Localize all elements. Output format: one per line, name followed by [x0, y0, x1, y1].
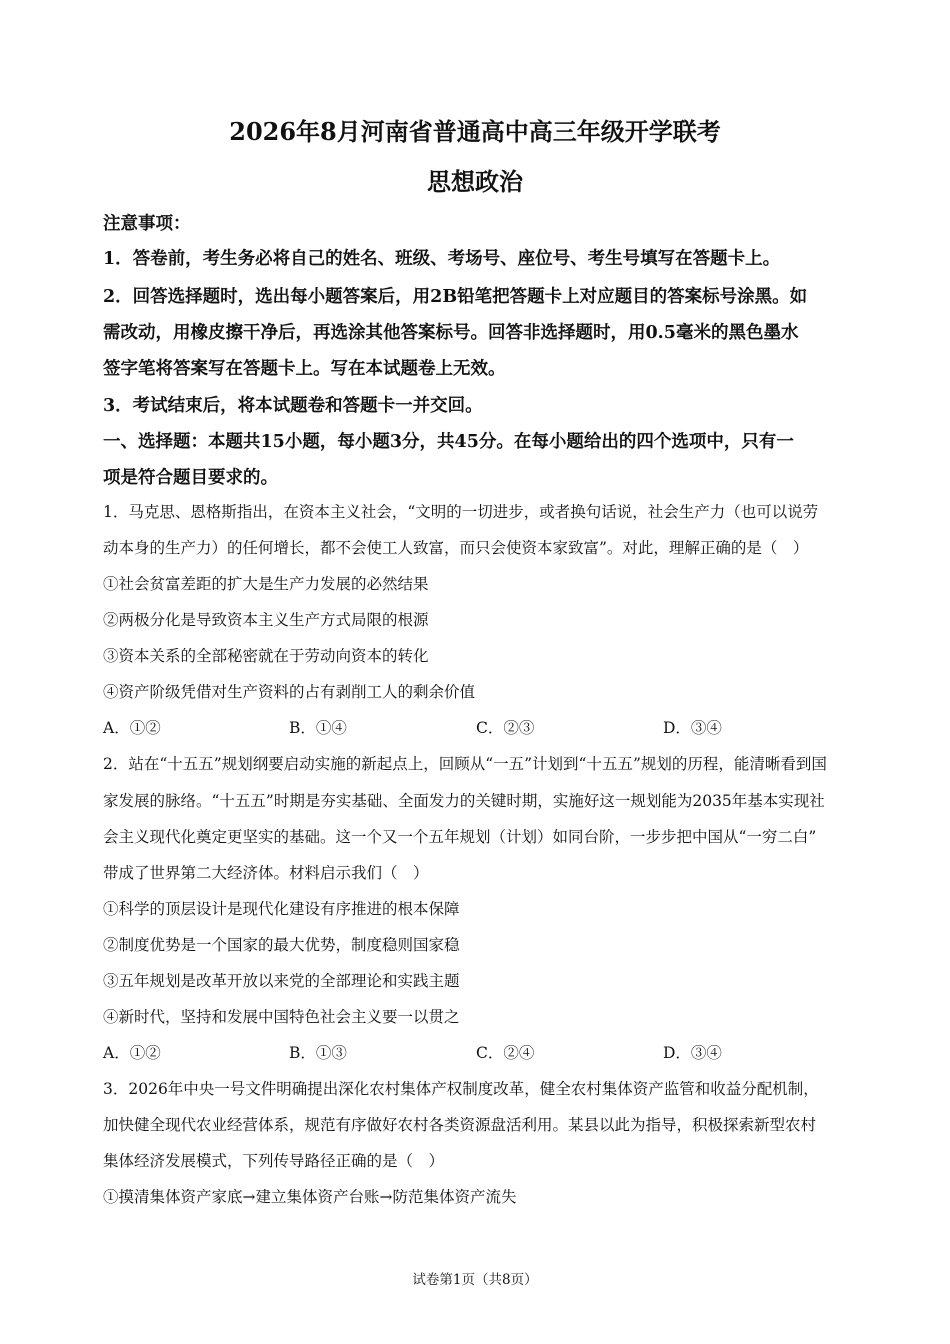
notice-line: 1．答卷前，考生务必将自己的姓名、班级、考场号、座位号、考生号填写在答题卡上。: [103, 249, 781, 269]
option-c: C．②③: [476, 719, 535, 737]
exam-title: 2026年8月河南省普通高中高三年级开学联考: [229, 117, 721, 146]
notice-heading: 注意事项：: [103, 214, 191, 234]
question-stem: 会主义现代化奠定更坚实的基础。这一个又一个五年规划（计划）如同台阶，一步步把中国从“一穷二白”: [103, 828, 817, 846]
notice-line: 需改动，用橡皮擦干净后，再选涂其他答案标号。回答非选择题时，用0.5毫米的黑色墨水: [103, 323, 799, 343]
option-a: A．①②: [103, 719, 161, 737]
option-b: B．①④: [289, 719, 347, 737]
option-c: C．②④: [476, 1044, 535, 1062]
notice-line: 签字笔将答案写在答题卡上。写在本试题卷上无效。: [103, 359, 506, 379]
option-a: A．①②: [103, 1044, 161, 1062]
question-stem: 家发展的脉络。“十五五”时期是夯实基础、全面发力的关键时期，实施好这一规划能为2035年基本实现社: [103, 792, 825, 810]
question-stem: 集体经济发展模式，下列传导路径正确的是（ ）: [103, 1152, 445, 1170]
notice-line: 3．考试结束后，将本试题卷和答题卡一并交回。: [103, 396, 483, 416]
option-d: D．③④: [663, 1044, 722, 1062]
question-item: ③资本关系的全部秘密就在于劳动向资本的转化: [103, 647, 429, 665]
page-footer: 试卷第1页（共8页）: [412, 1272, 538, 1288]
option-d: D．③④: [663, 719, 722, 737]
question-stem: 加快健全现代农业经营体系，规范有序做好农村各类资源盘活利用。某县以此为指导，积极探索新型农村: [103, 1116, 817, 1134]
answer-options: [103, 716, 853, 740]
question-item: ②制度优势是一个国家的最大优势，制度稳则国家稳: [103, 936, 460, 954]
notice-line: 2．回答选择题时，选出每小题答案后，用2B铅笔把答题卡上对应题目的答案标号涂黑。如: [103, 287, 808, 307]
section-heading: 一、选择题：本题共15小题，每小题3分，共45分。在每小题给出的四个选项中，只有一: [103, 432, 794, 452]
section-heading: 项是符合题目要求的。: [103, 468, 278, 488]
question-item: ③五年规划是改革开放以来党的全部理论和实践主题: [103, 972, 460, 990]
question-stem: 2．站在“十五五”规划纲要启动实施的新起点上，回顾从“一五”计划到“十五五”规划的历程，能清晰看到国: [103, 755, 827, 773]
question-stem: 3．2026年中央一号文件明确提出深化农村集体产权制度改革，健全农村集体资产监管和收益分配机制，: [103, 1080, 819, 1098]
subject-title: 思想政治: [427, 167, 523, 196]
option-b: B．①③: [289, 1044, 347, 1062]
question-item: ②两极分化是导致资本主义生产方式局限的根源: [103, 611, 429, 629]
question-stem: 1．马克思、恩格斯指出，在资本主义社会，“文明的一切进步，或者换句话说，社会生产力（也可以说劳: [103, 503, 819, 521]
question-item: ①摸清集体资产家底→建立集体资产台账→防范集体资产流失: [103, 1188, 517, 1206]
question-item: ①科学的顶层设计是现代化建设有序推进的根本保障: [103, 900, 460, 918]
question-item: ①社会贫富差距的扩大是生产力发展的必然结果: [103, 575, 429, 593]
answer-options: [103, 1041, 853, 1065]
question-item: ④资产阶级凭借对生产资料的占有剥削工人的剩余价值: [103, 683, 476, 701]
question-stem: 带成了世界第二大经济体。材料启示我们（ ）: [103, 864, 429, 882]
question-stem: 动本身的生产力）的任何增长，都不会使工人致富，而只会使资本家致富”。对此，理解正确的是（ ）: [103, 539, 809, 557]
question-item: ④新时代，坚持和发展中国特色社会主义要一以贯之: [103, 1008, 460, 1026]
